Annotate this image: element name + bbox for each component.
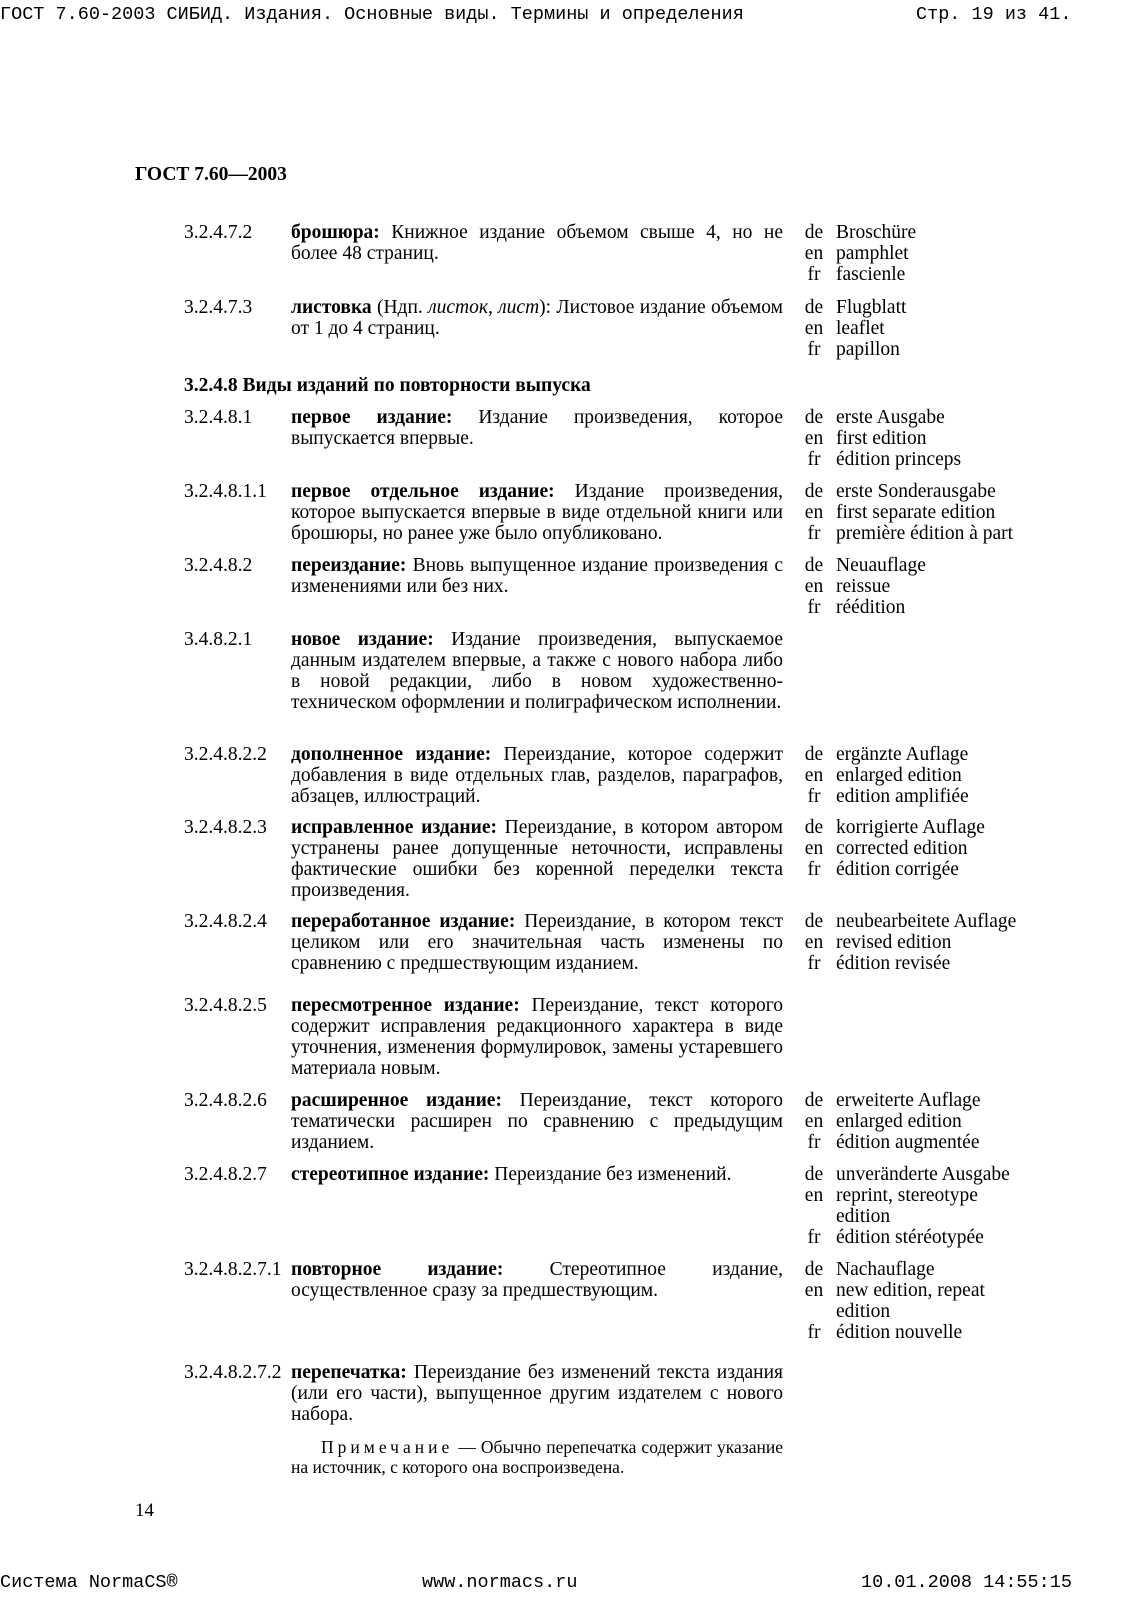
language-codes [798,1164,830,1248]
entry-text: Переиздание, в котором автором устранены ранее допущенные неточности, исправлены фактические ошибки без коренной переделки текста произведения. [291,817,783,901]
translation-fr: édition augmentée [836,1132,980,1153]
translations [836,1259,1011,1343]
entry-term: листовка [291,297,372,318]
lang-de: de [804,481,824,502]
translation-en: enlarged edition [836,1111,962,1132]
entry-text: Книжное издание объемом свыше 4, но не более 48 страниц. [291,222,783,264]
language-codes [798,555,830,618]
translations [836,297,1076,360]
note-text: — Обычно перепечатка содержит указание на источник, с которого она воспроизведена. [291,1437,783,1477]
entry-number: 3.2.4.8.2.7 [184,1164,267,1185]
lang-en: en [804,838,824,859]
translation-de: korrigierte Auflage [836,817,985,838]
translation-en: reprint, stereotype edition [836,1185,978,1227]
language-codes [798,407,830,470]
entry-number: 3.2.4.8.2 [184,555,253,576]
lang-en: en [804,502,824,523]
translations [836,222,1076,285]
entry-definition [291,1259,783,1301]
entry-text: Переиздание, текст которого тематически расширен по сравнению с предыдущим изданием. [291,1090,783,1153]
lang-en: en [804,318,824,339]
entry-text: ): Листовое издание объемом от 1 до 4 страниц. [291,297,783,339]
translation-de: Flugblatt [836,297,907,318]
lang-en: en [804,1185,824,1206]
entry-term: брошюра: [291,222,380,243]
translation-de: erste Sonderausgabe [836,481,996,502]
translation-en: enlarged edition [836,765,962,786]
entry-term: исправленное издание: [291,817,498,838]
language-codes [798,911,830,974]
translation-de: Broschüre [836,222,917,243]
translations [836,911,1076,974]
lang-fr: fr [807,597,821,618]
entry-term: переработанное издание: [291,911,516,932]
lang-de: de [804,1259,824,1280]
translation-en: corrected edition [836,838,968,859]
translation-en: new edition, repeat edition [836,1280,985,1322]
entry-definition [291,407,783,449]
lang-en: en [804,243,824,264]
footer-system: Система NormaCS® [0,1572,178,1593]
entry-text: Издание произведения, выпускаемое данным издателем впервые, а также с нового набора либо в новой редакции, либо в новом художественно-техническом оформлении и полиграфическом исполнении. [291,629,783,713]
lang-fr: fr [807,1227,821,1248]
entry-number: 3.2.4.8.2.7.2 [184,1362,282,1383]
translations [836,744,1076,807]
document-title: ГОСТ 7.60—2003 [135,164,287,185]
translations [836,1090,1076,1153]
lang-fr: fr [807,264,821,285]
lang-en: en [804,576,824,597]
lang-de: de [804,1164,824,1185]
entry-definition [291,995,783,1079]
entry-text: Переиздание без изменений. [489,1164,732,1185]
translation-fr: édition princeps [836,449,962,470]
entry-number: 3.2.4.8.2.6 [184,1090,267,1111]
entry-definition [291,817,783,901]
lang-fr: fr [807,786,821,807]
lang-fr: fr [807,523,821,544]
entry-term: перепечатка: [291,1362,407,1383]
entry-number: 3.2.4.8.2.5 [184,995,267,1016]
entry-text: Переиздание, в котором текст целиком или его значительная часть изменены по сравнению с предшествующим изданием. [291,911,783,974]
entry-definition [291,1090,783,1153]
entry-definition [291,1362,783,1425]
translation-de: unveränderte Ausgabe [836,1164,1010,1185]
entry-number: 3.2.4.8.2.4 [184,911,267,932]
page-number: 14 [135,1500,154,1521]
translation-fr: edition amplifiée [836,786,969,807]
entry-definition [291,297,783,339]
entry-text: Переиздание без изменений текста издания (или его части), выпущенное другим издателем с нового набора. [291,1362,783,1425]
footer-timestamp: 10.01.2008 14:55:15 [861,1572,1072,1593]
note [291,1437,783,1477]
translation-en: first edition [836,428,927,449]
lang-fr: fr [807,1132,821,1153]
language-codes [798,1090,830,1153]
section-heading: 3.2.4.8 Виды изданий по повторности выпуска [184,375,591,396]
entry-term: переиздание: [291,555,407,576]
translation-fr: réédition [836,597,906,618]
lang-de: de [804,1090,824,1111]
entry-definition [291,629,783,713]
entry-text: Переиздание, текст которого содержит исправления редакционного характера в виде уточнения, изменения формулировок, замены устаревшего материала новым. [291,995,783,1079]
entry-definition [291,555,783,597]
translations [836,407,1076,470]
entry-term: стереотипное издание: [291,1164,490,1185]
note-label: Примечание [321,1437,454,1457]
entry-text: Издание произведения, которое выпускается впервые в виде отдельной книги или брошюры, но ранее уже было опубликовано. [291,481,783,544]
entry-text: Переиздание, которое содержит добавления в виде отдельных глав, разделов, параграфов, абзацев, иллюстраций. [291,744,783,807]
language-codes [798,481,830,544]
lang-de: de [804,407,824,428]
entry-term: повторное издание: [291,1259,504,1280]
entry-number: 3.2.4.8.1 [184,407,253,428]
translation-fr: édition revisée [836,953,951,974]
translation-fr: édition stéréotypée [836,1227,984,1248]
lang-en: en [804,1111,824,1132]
entry-definition [291,744,783,807]
entry-definition [291,911,783,974]
entry-term: расширенное издание: [291,1090,502,1111]
footer-url[interactable]: www.normacs.ru [422,1572,578,1593]
translations [836,555,1076,618]
translation-fr: édition corrigée [836,859,959,880]
lang-en: en [804,765,824,786]
entry-term: пересмотренное издание: [291,995,520,1016]
translation-en: leaflet [836,318,885,339]
entry-term: новое издание: [291,629,434,650]
lang-de: de [804,297,824,318]
lang-de: de [804,555,824,576]
entry-definition [291,1164,783,1185]
lang-en: en [804,1280,824,1301]
translations [836,481,1076,544]
lang-de: de [804,911,824,932]
lang-en: en [804,932,824,953]
entry-text: Издание произведения, которое выпускается впервые. [291,407,783,449]
translation-fr: fascienle [836,264,906,285]
lang-de: de [804,744,824,765]
translation-fr: première édition à part [836,523,1014,544]
entry-text: Вновь выпущенное издание произведения с изменениями или без них. [291,555,783,597]
entry-term: первое отдельное издание: [291,481,555,502]
entry-number: 3.2.4.7.2 [184,222,253,243]
translation-de: erste Ausgabe [836,407,945,428]
running-header-page-info: Стр. 19 из 41. [916,4,1072,25]
language-codes [798,817,830,880]
lang-fr: fr [807,859,821,880]
lang-de: de [804,817,824,838]
translation-de: ergänzte Auflage [836,744,969,765]
lang-de: de [804,222,824,243]
lang-en: en [804,428,824,449]
translation-en: pamphlet [836,243,909,264]
lang-fr: fr [807,1322,821,1343]
lang-fr: fr [807,339,821,360]
translations [836,817,1076,880]
entry-text: Стереотипное издание, осуществленное сразу за предшествующим. [291,1259,784,1301]
translation-en: first separate edition [836,502,996,523]
language-codes [798,222,830,285]
entry-text-prefix: (Ндп. [371,297,429,318]
language-codes [798,744,830,807]
translation-fr: édition nouvelle [836,1322,963,1343]
entry-number: 3.2.4.8.1.1 [184,481,267,502]
entry-number: 3.2.4.8.2.7.1 [184,1259,282,1280]
entry-term: первое издание: [291,407,453,428]
translation-de: Nachauflage [836,1259,935,1280]
translation-fr: papillon [836,339,900,360]
entry-number: 3.4.8.2.1 [184,629,253,650]
language-codes [798,297,830,360]
entry-term: дополненное издание: [291,744,492,765]
language-codes [798,1259,830,1343]
lang-fr: fr [807,449,821,470]
translation-en: reissue [836,576,891,597]
translation-en: revised edition [836,932,952,953]
entry-number: 3.2.4.8.2.3 [184,817,267,838]
entry-number: 3.2.4.8.2.2 [184,744,267,765]
translation-de: Neuauflage [836,555,926,576]
translations [836,1164,1026,1248]
entry-definition [291,222,783,264]
entry-deprecated-terms: листок, лист [428,297,540,318]
entry-definition [291,481,783,544]
running-header-title: ГОСТ 7.60-2003 СИБИД. Издания. Основные виды. Термины и определения [0,4,744,25]
lang-fr: fr [807,953,821,974]
entry-number: 3.2.4.7.3 [184,297,253,318]
translation-de: neubearbeitete Auflage [836,911,1017,932]
translation-de: erweiterte Auflage [836,1090,981,1111]
